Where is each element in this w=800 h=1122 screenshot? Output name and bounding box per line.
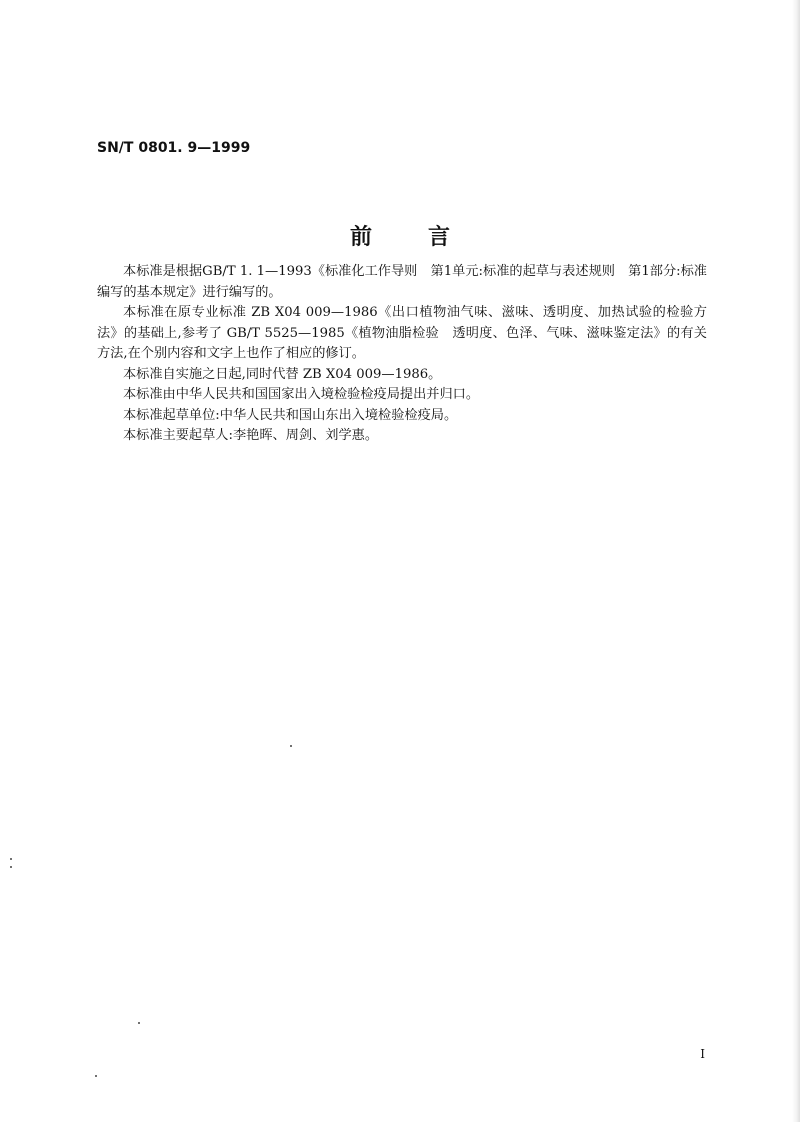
paragraph-reference: 本标准在原专业标准 ZB X04 009—1986《出口植物油气味、滋味、透明度、加热试验的检验方法》的基础上,参考了 GB/T 5525—1985《植物油脂检验 透明度、色泽、气味、滋味鉴定法》的有关方法,在个别内容和文字上也作了相应的修订。 — [97, 305, 707, 361]
scan-artifact-dot — [95, 1075, 97, 1077]
scan-artifact-dot — [10, 866, 12, 868]
scan-edge-shadow — [792, 0, 800, 1122]
foreword-body — [97, 262, 707, 447]
page-title: 前言 — [349, 224, 506, 250]
standard-code: SN/T 0801. 9—1999 — [97, 140, 251, 156]
paragraph-drafting-unit: 本标准起草单位:中华人民共和国山东出入境检验检疫局。 — [123, 407, 458, 423]
paragraph-replacement: 本标准自实施之日起,同时代替 ZB X04 009—1986。 — [123, 366, 442, 382]
scan-artifact-dot — [290, 745, 292, 747]
page-number: I — [700, 1047, 705, 1061]
paragraph-drafters: 本标准主要起草人:李艳晖、周剑、刘学惠。 — [123, 428, 379, 443]
scan-artifact-dot — [10, 858, 12, 860]
paragraph-proposer: 本标准由中华人民共和国国家出入境检验检疫局提出并归口。 — [123, 387, 480, 402]
paragraph-basis: 本标准是根据GB/T 1. 1—1993《标准化工作导则 第1单元:标准的起草与表述规则 第1部分:标准编写的基本规定》进行编写的。 — [97, 264, 707, 300]
scan-artifact-dot — [138, 1022, 140, 1024]
